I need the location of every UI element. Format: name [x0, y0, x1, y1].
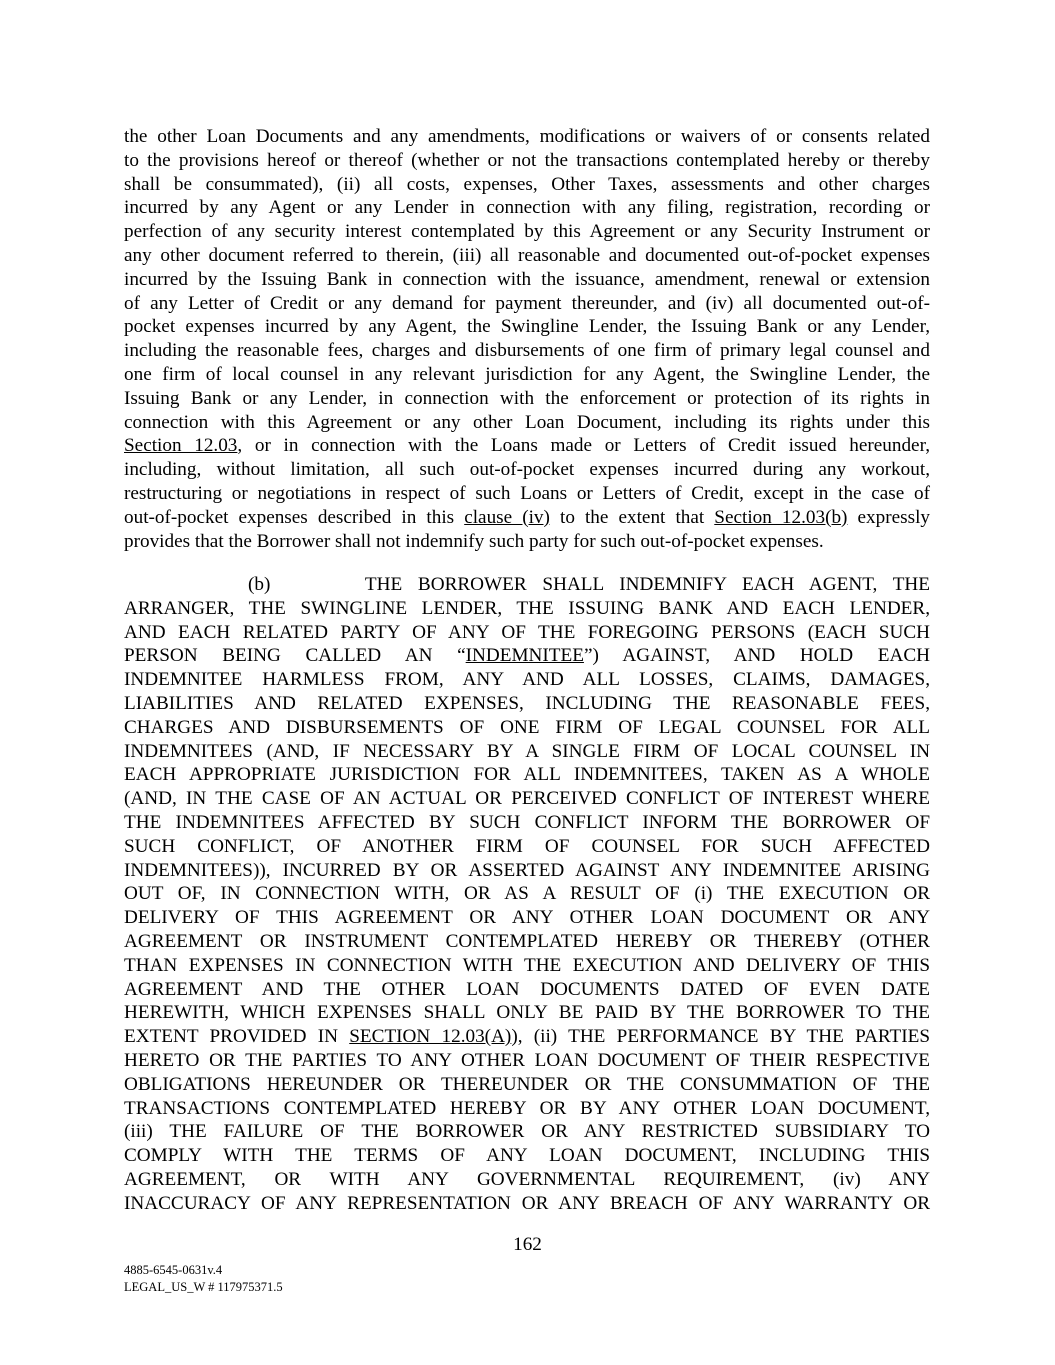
paragraph-b-line: AGREEMENT AND THE OTHER LOAN DOCUMENTS DATED OF EVEN DATE [124, 978, 930, 1000]
paragraph-b-line: INDEMNITEE HARMLESS FROM, ANY AND ALL LOSSES, CLAIMS, DAMAGES, [124, 669, 930, 691]
paragraph-b-line: INDEMNITEES (AND, IF NECESSARY BY A SINGLE FIRM OF LOCAL COUNSEL IN [124, 740, 930, 762]
paragraph-b-line: DELIVERY OF THIS AGREEMENT OR ANY OTHER LOAN DOCUMENT OR ANY [124, 907, 930, 929]
paragraph-a-line: any other document referred to therein, (iii) all reasonable and documented out-of-pocket expenses [124, 244, 930, 266]
document-footer [124, 1262, 283, 1296]
paragraph-b-line [124, 644, 930, 668]
paragraph-b-line: (AND, IN THE CASE OF AN ACTUAL OR PERCEIVED CONFLICT OF INTEREST WHERE [124, 788, 930, 810]
paragraph-b [124, 573, 930, 1216]
section-12-03b-reference: Section 12.03(b) [714, 506, 848, 528]
paragraph-a-line: incurred by the Issuing Bank in connection with the issuance, amendment, renewal or extension [124, 268, 930, 290]
paragraph-a-line: Issuing Bank or any Lender, in connection with the enforcement or protection of its rights in [124, 387, 930, 409]
section-12-03a-reference: SECTION 12.03(A) [349, 1026, 512, 1048]
paragraph-a-text: to the extent that [549, 506, 715, 528]
paragraph-a-line [124, 506, 930, 530]
paragraph-b-line: HEREWITH, WHICH EXPENSES SHALL ONLY BE PAID BY THE BORROWER TO THE [124, 1002, 930, 1024]
paragraph-a-line: restructuring or negotiations in respect of such Loans or Letters of Credit, except in the case of [124, 482, 930, 504]
paragraph-a-line: including, without limitation, all such out-of-pocket expenses incurred during any workout, [124, 459, 930, 481]
paragraph-b-line: LIABILITIES AND RELATED EXPENSES, INCLUDING THE REASONABLE FEES, [124, 692, 930, 714]
paragraph-b-line: TRANSACTIONS CONTEMPLATED HEREBY OR BY ANY OTHER LOAN DOCUMENT, [124, 1097, 930, 1119]
paragraph-a-text: , or in connection with the Loans made or Letters of Credit issued hereunder, [237, 435, 930, 457]
paragraph-b-line: INACCURACY OF ANY REPRESENTATION OR ANY BREACH OF ANY WARRANTY OR [124, 1192, 930, 1214]
paragraph-b-text: EXTENT PROVIDED IN [124, 1026, 350, 1048]
footer-doc-id: 4885-6545-0631v.4 [124, 1263, 223, 1277]
paragraph-a-line: connection with this Agreement or any other Loan Document, including its rights under this [124, 411, 930, 433]
paragraph-b-line: EACH APPROPRIATE JURISDICTION FOR ALL INDEMNITEES, TAKEN AS A WHOLE [124, 764, 930, 786]
paragraph-a-line: provides that the Borrower shall not indemnify such party for such out-of-pocket expenses. [124, 530, 824, 552]
paragraph-b-line: AGREEMENT, OR WITH ANY GOVERNMENTAL REQUIREMENT, (iv) ANY [124, 1168, 930, 1190]
section-12-03-reference: Section 12.03 [124, 435, 238, 457]
paragraph-b-line: THE INDEMNITEES AFFECTED BY SUCH CONFLICT INFORM THE BORROWER OF [124, 811, 930, 833]
footer-legal-id: LEGAL_US_W # 117975371.5 [124, 1280, 283, 1294]
paragraph-b-line [124, 573, 930, 597]
paragraph-b-line: HERETO OR THE PARTIES TO ANY OTHER LOAN DOCUMENT OF THEIR RESPECTIVE [124, 1049, 930, 1071]
paragraph-b-text: ”) AGAINST, AND HOLD EACH [583, 645, 930, 667]
paragraph-b-line: AND EACH RELATED PARTY OF ANY OF THE FOREGOING PERSONS (EACH SUCH [124, 621, 930, 643]
paragraph-a-text: out-of-pocket expenses described in this [124, 506, 465, 528]
paragraph-a-line: pocket expenses incurred by any Agent, the Swingline Lender, the Issuing Bank or any Lender, [124, 316, 930, 338]
paragraph-b-line: (iii) THE FAILURE OF THE BORROWER OR ANY RESTRICTED SUBSIDIARY TO [124, 1121, 930, 1143]
paragraph-a-line: shall be consummated), (ii) all costs, expenses, Other Taxes, assessments and other charges [124, 173, 930, 195]
paragraph-a-text: expressly [847, 506, 930, 528]
paragraph-a-line: incurred by any Agent or any Lender in connection with any filing, registration, recording or [124, 197, 930, 219]
paragraph-b-text: PERSON BEING CALLED AN “ [124, 645, 466, 667]
paragraph-b-line: CHARGES AND DISBURSEMENTS OF ONE FIRM OF LEGAL COUNSEL FOR ALL [124, 716, 930, 738]
page-number: 162 [513, 1234, 542, 1255]
paragraph-a-line: to the provisions hereof or thereof (whether or not the transactions contemplated hereby or thereby [124, 149, 930, 171]
paragraph-a-line: the other Loan Documents and any amendments, modifications or waivers of or consents related [124, 126, 930, 147]
paragraph-b-line: SUCH CONFLICT, OF ANOTHER FIRM OF COUNSEL FOR SUCH AFFECTED [124, 835, 930, 857]
paragraph-a-line: one firm of local counsel in any relevant jurisdiction for any Agent, the Swingline Lender, the [124, 363, 930, 385]
paragraph-b-line: THAN EXPENSES IN CONNECTION WITH THE EXECUTION AND DELIVERY OF THIS [124, 954, 930, 976]
paragraph-b-line: INDEMNITEES)), INCURRED BY OR ASSERTED AGAINST ANY INDEMNITEE ARISING [124, 859, 930, 881]
paragraph-a-line: of any Letter of Credit or any demand for payment thereunder, and (iv) all documented out-of- [124, 292, 930, 314]
paragraph-b-line: AGREEMENT OR INSTRUMENT CONTEMPLATED HEREBY OR THEREBY (OTHER [124, 930, 930, 952]
paragraph-a [124, 125, 930, 553]
indemnitee-defined-term: INDEMNITEE [465, 645, 584, 667]
paragraph-a-line: perfection of any security interest contemplated by this Agreement or any Security Instrument or [124, 221, 930, 243]
clause-iv-reference: clause (iv) [464, 506, 550, 528]
paragraph-b-text: (b) THE BORROWER SHALL INDEMNIFY EACH AGENT, THE [248, 574, 930, 595]
paragraph-a-line: including the reasonable fees, charges and disbursements of one firm of primary legal counsel and [124, 340, 930, 362]
paragraph-b-line [124, 1025, 930, 1049]
paragraph-b-line: OUT OF, IN CONNECTION WITH, OR AS A RESULT OF (i) THE EXECUTION OR [124, 883, 930, 905]
paragraph-b-line: ARRANGER, THE SWINGLINE LENDER, THE ISSUING BANK AND EACH LENDER, [124, 597, 930, 619]
paragraph-a-line [124, 434, 930, 458]
paragraph-b-line: COMPLY WITH THE TERMS OF ANY LOAN DOCUMENT, INCLUDING THIS [124, 1145, 930, 1167]
paragraph-b-line: OBLIGATIONS HEREUNDER OR THEREUNDER OR THE CONSUMMATION OF THE [124, 1073, 930, 1095]
paragraph-b-text: ), (ii) THE PERFORMANCE BY THE PARTIES [511, 1026, 930, 1048]
